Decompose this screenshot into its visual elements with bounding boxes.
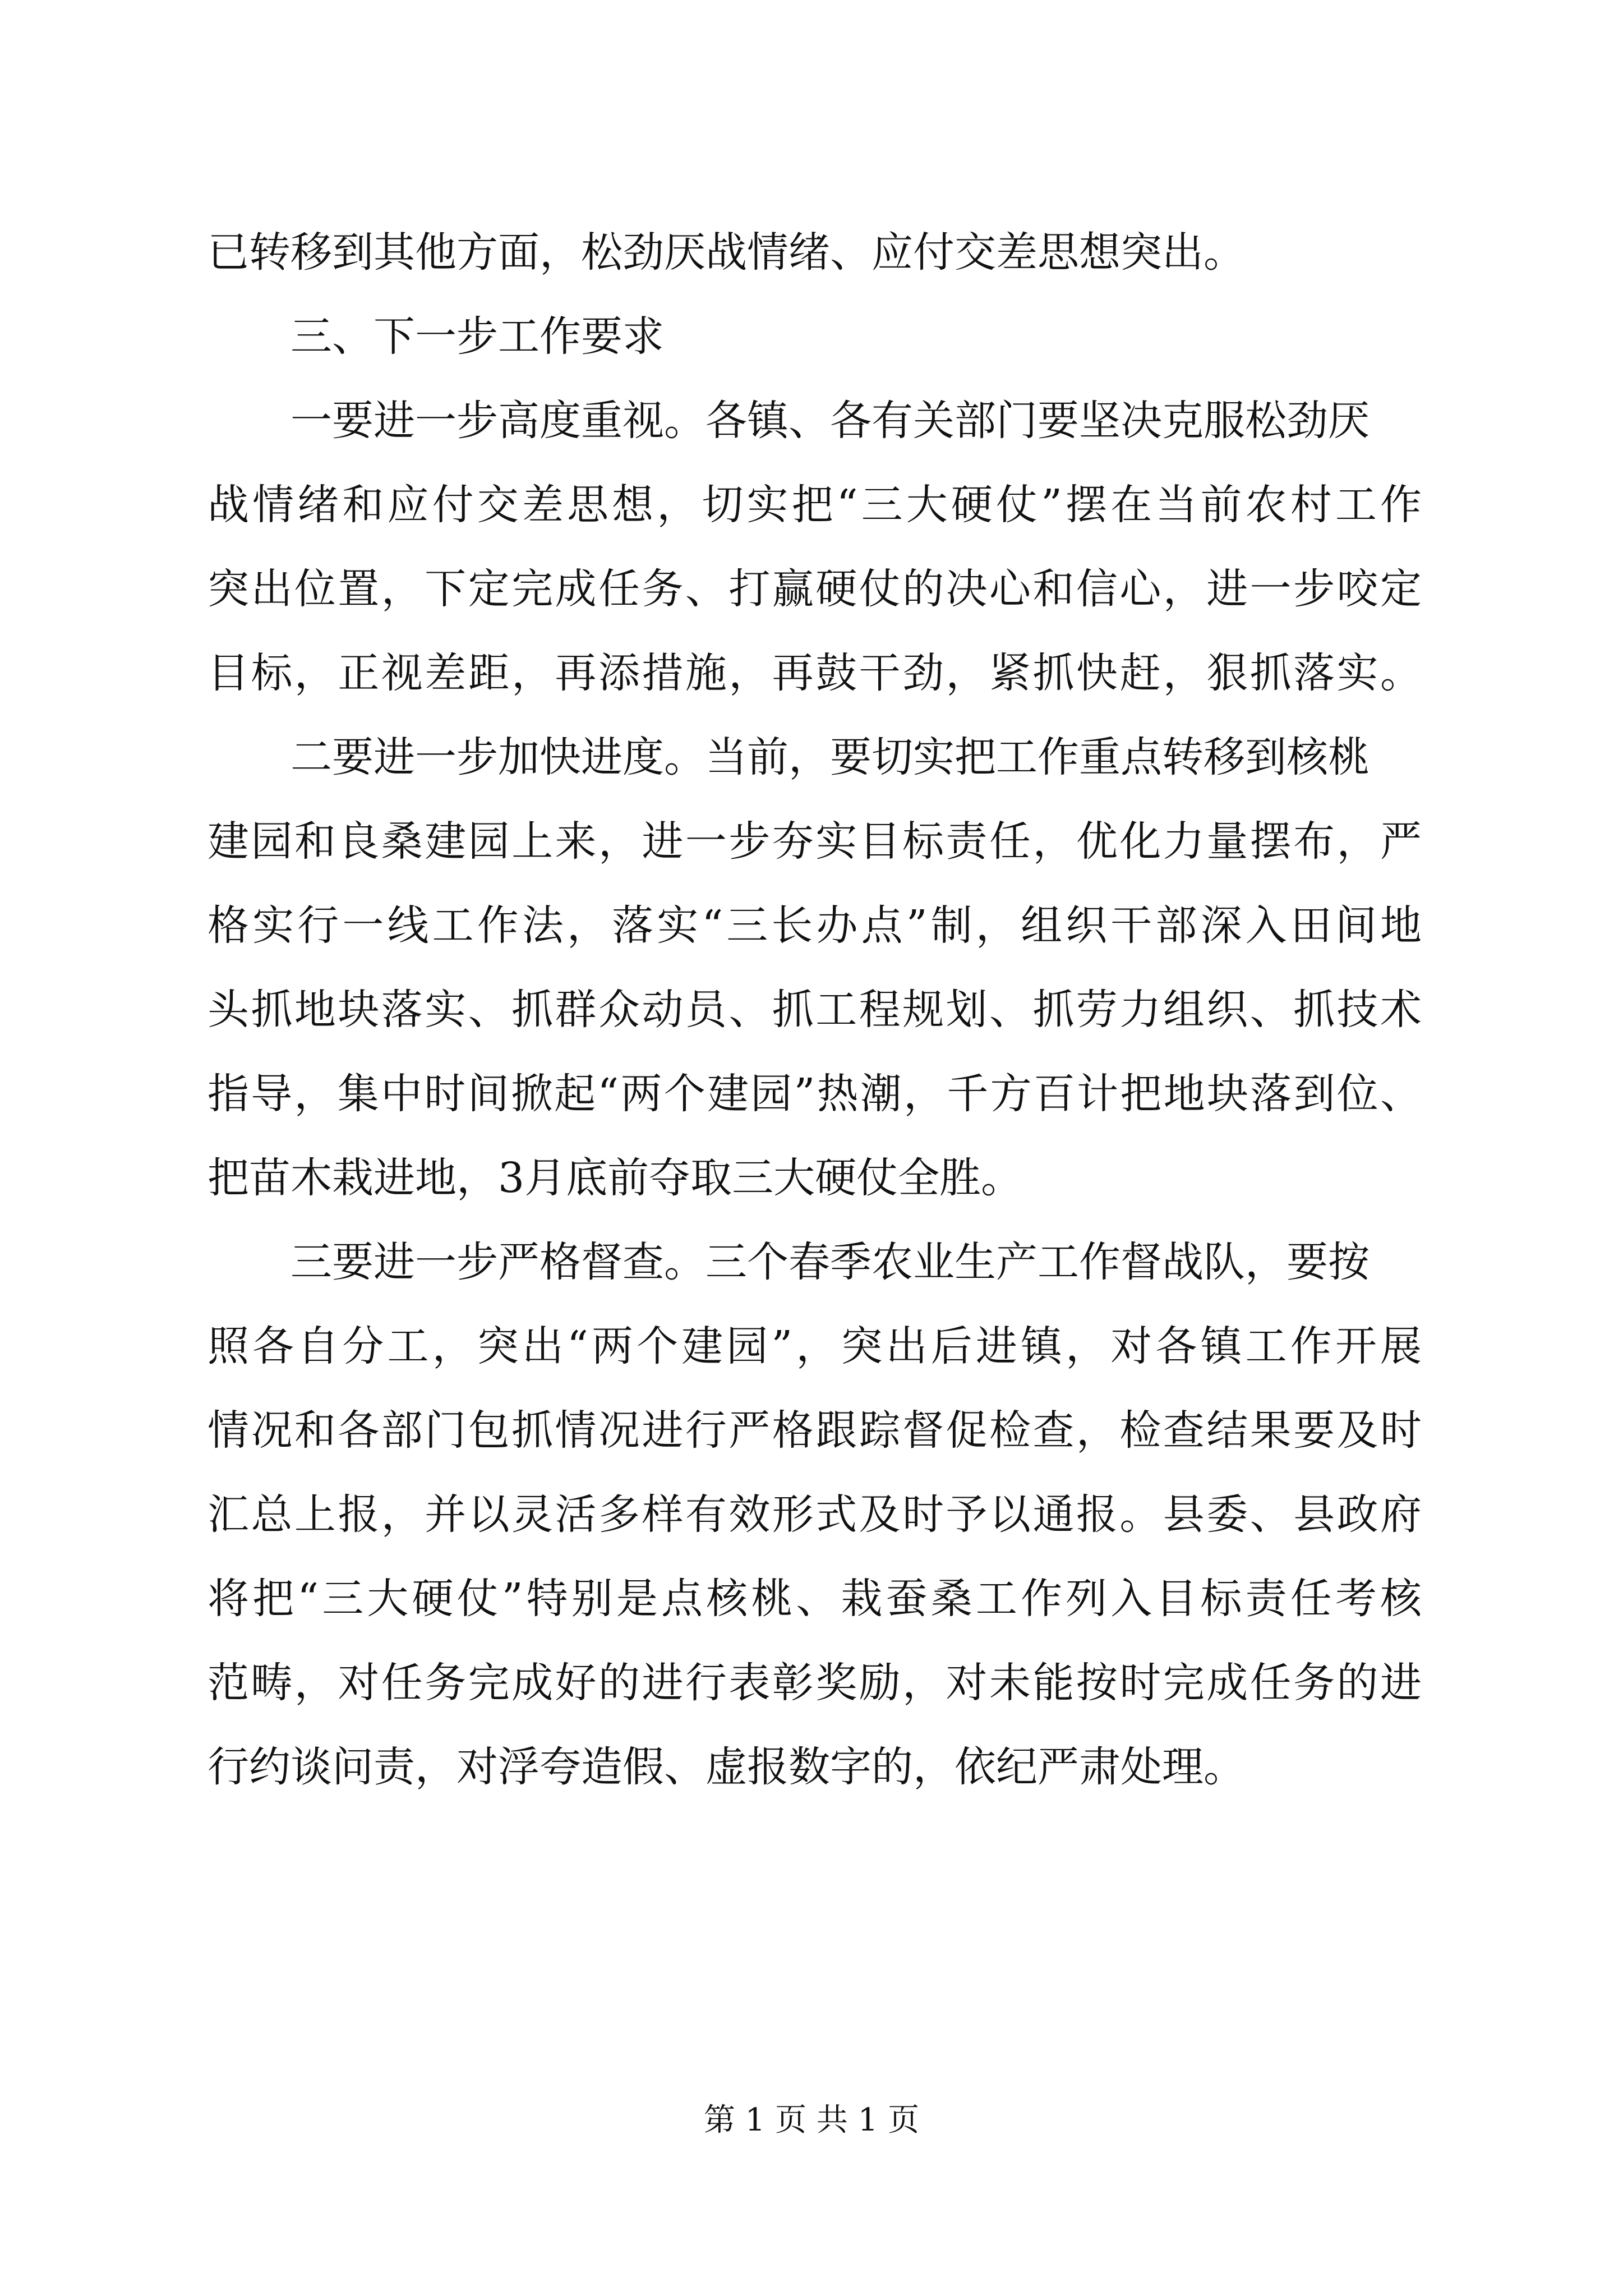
text-line: 照各自分工，突出“两个建园”，突出后进镇，对各镇工作开展 [208, 1322, 1422, 1370]
text-line: 战情绪和应付交差思想，切实把“三大硬仗”摆在当前农村工作 [208, 481, 1422, 529]
page-number-footer: 第 1 页 共 1 页 [703, 2102, 920, 2138]
text-line: 情况和各部门包抓情况进行严格跟踪督促检查，检查结果要及时 [208, 1406, 1422, 1455]
text-line: 把苗木栽进地，3月底前夺取三大硬仗全胜。 [208, 1154, 1023, 1202]
text-line: 二要进一步加快进度。当前，要切实把工作重点转移到核桃 [291, 733, 1370, 781]
text-line: 建园和良桑建园上来，进一步夯实目标责任，优化力量摆布，严 [208, 817, 1422, 866]
text-line: 目标，正视差距，再添措施，再鼓干劲，紧抓快赶，狠抓落实。 [208, 649, 1422, 697]
text-line: 突出位置，下定完成任务、打赢硬仗的决心和信心，进一步咬定 [208, 565, 1422, 613]
text-line: 范畴，对任务完成好的进行表彰奖励，对未能按时完成任务的进 [208, 1659, 1422, 1707]
text-line: 指导，集中时间掀起“两个建园”热潮，千方百计把地块落到位、 [208, 1070, 1422, 1118]
text-line: 汇总上报，并以灵活多样有效形式及时予以通报。县委、县政府 [208, 1490, 1422, 1539]
text-line: 头抓地块落实、抓群众动员、抓工程规划、抓劳力组织、抓技术 [208, 986, 1422, 1034]
text-line: 行约谈问责，对浮夸造假、虚报数字的，依纪严肃处理。 [208, 1743, 1245, 1791]
text-line: 格实行一线工作法，落实“三长办点”制，组织干部深入田间地 [208, 901, 1422, 950]
text-line: 三要进一步严格督查。三个春季农业生产工作督战队，要按 [291, 1238, 1370, 1286]
section-heading: 三、下一步工作要求 [291, 312, 664, 361]
text-line: 已转移到其他方面，松劲厌战情绪、应付交差思想突出。 [208, 228, 1245, 277]
text-line: 一要进一步高度重视。各镇、各有关部门要坚决克服松劲厌 [291, 397, 1370, 445]
text-line: 将把“三大硬仗”特别是点核桃、栽蚕桑工作列入目标责任考核 [208, 1575, 1422, 1623]
